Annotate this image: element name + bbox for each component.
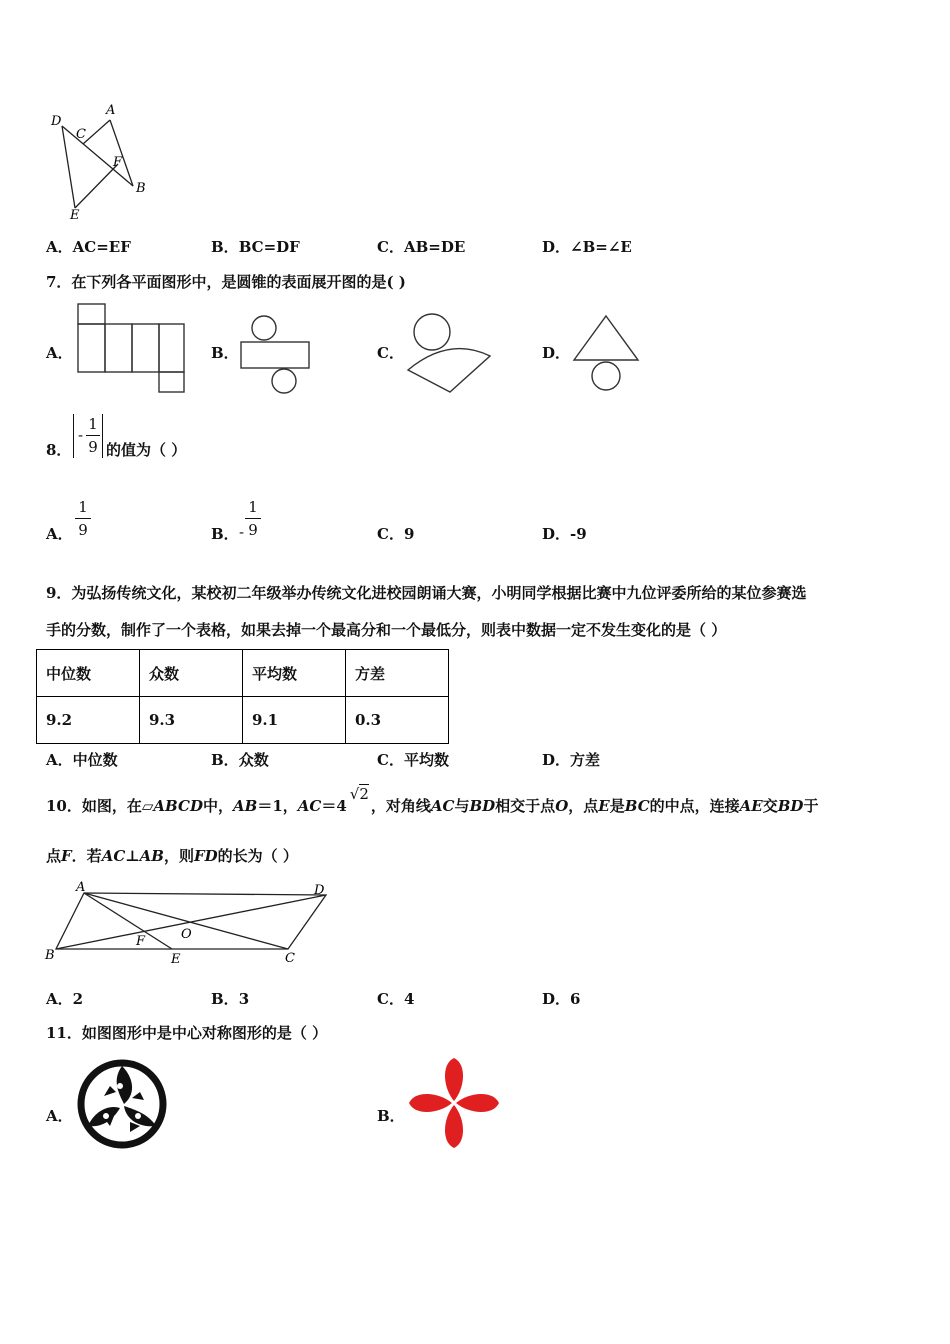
sqrt-radical-icon: √: [349, 785, 360, 803]
q8-abs-bar-left: [73, 414, 74, 458]
stem-text: ．若: [71, 847, 102, 865]
option-key: D．: [542, 238, 571, 256]
option-text: 9: [403, 525, 415, 543]
q7-option-d-triangle-circle-figure: [570, 312, 642, 394]
q11-option-b-flower-figure: [405, 1054, 503, 1152]
stem-text: 是: [609, 797, 625, 815]
option-key: D．: [542, 990, 571, 1008]
q8-abs-bar-right: [102, 414, 103, 458]
q8-denominator: 9: [88, 438, 98, 456]
option-key: D．: [542, 751, 571, 769]
q7-option-c-key[interactable]: C．: [377, 344, 404, 362]
option-text: 3: [238, 990, 250, 1008]
q8-number: 8．: [46, 441, 72, 459]
stem-text: 10．如图，在▱: [46, 797, 154, 815]
q10-stem-line1: [46, 785, 819, 816]
denominator: 9: [248, 521, 258, 539]
stem-text: 与: [454, 797, 470, 815]
label-B: B: [45, 948, 55, 963]
stem-text: 于: [803, 797, 819, 815]
sqrt-argument: 2: [359, 785, 369, 803]
stem-text: ，点: [568, 797, 599, 815]
option-text: BC=DF: [238, 238, 300, 256]
stem-text: 点: [46, 847, 62, 865]
q8-option-b-minus: -: [239, 523, 245, 541]
numerator: 1: [78, 498, 88, 516]
q6-option-c[interactable]: [377, 236, 465, 257]
sqrt-expression: [350, 785, 369, 803]
stem-text: 交: [762, 797, 778, 815]
q8-fraction: [86, 415, 100, 456]
q6-option-b[interactable]: [211, 236, 300, 257]
header-mode: 众数: [140, 650, 243, 697]
option-text: 众数: [238, 751, 269, 769]
fraction-bar: [245, 518, 261, 519]
stem-text: ＝1，: [257, 797, 298, 815]
q9-stem-line1: 9．为弘扬传统文化，某校初二年级举办传统文化进校园朗诵大赛，小明同学根据比赛中九位评委所给的某位参赛选: [46, 584, 807, 602]
label-F: F: [113, 155, 123, 170]
option-key: B．: [211, 990, 239, 1008]
label-A: A: [106, 103, 116, 118]
q10-parallelogram-figure: [40, 877, 340, 969]
option-key: D．: [542, 525, 571, 543]
fraction-bar: [86, 435, 100, 436]
option-key: C．: [377, 238, 404, 256]
option-key: A．: [46, 238, 73, 256]
q10-option-a[interactable]: [46, 988, 83, 1009]
label-O: O: [181, 927, 192, 942]
q10-option-d[interactable]: [542, 988, 580, 1009]
numerator: 1: [248, 498, 258, 516]
q11-option-a-key[interactable]: A．: [46, 1107, 73, 1125]
q10-stem-line2: [46, 845, 298, 866]
q10-option-c[interactable]: [377, 988, 414, 1009]
label-C: C: [285, 951, 295, 966]
option-text: 6: [570, 990, 581, 1008]
value-median: 9.2: [37, 697, 140, 744]
q7-stem: 7．在下列各平面图形中，是圆锥的表面展开图的是( ): [46, 273, 406, 291]
stem-math: AC: [297, 797, 322, 815]
label-F: F: [136, 934, 146, 949]
q6-option-a[interactable]: [46, 236, 131, 257]
q11-option-a-emblem-figure: [74, 1056, 170, 1152]
stem-text: ，对角线: [370, 797, 431, 815]
q6-triangle-figure: [40, 100, 160, 225]
stem-math: AE: [739, 797, 763, 815]
label-E: E: [171, 952, 181, 967]
option-text: 平均数: [403, 751, 449, 769]
stem-text: ，则: [163, 847, 194, 865]
q7-option-b-key[interactable]: B．: [211, 344, 239, 362]
stem-text: 的长为（ ）: [217, 847, 298, 865]
q8-option-b-fraction: [245, 498, 261, 539]
q11-stem: 11．如图图形中是中心对称图形的是（ ）: [46, 1024, 328, 1042]
q7-option-d-key[interactable]: D．: [542, 344, 571, 362]
q7-option-c-cone-net-figure: [404, 312, 496, 396]
option-text: 方差: [570, 751, 601, 769]
option-key: C．: [377, 990, 404, 1008]
header-variance: 方差: [346, 650, 449, 697]
value-variance: 0.3: [346, 697, 449, 744]
option-key: A．: [46, 751, 73, 769]
option-key: C．: [377, 751, 404, 769]
q8-numerator: 1: [88, 415, 98, 433]
stem-math: AC: [430, 797, 455, 815]
value-mode: 9.3: [140, 697, 243, 744]
q7-option-a-net-figure: [74, 300, 189, 396]
stem-math: AB: [232, 797, 258, 815]
stem-math: BD: [777, 797, 804, 815]
q9-option-c[interactable]: [377, 749, 449, 770]
table-row: [37, 697, 449, 744]
label-B: B: [136, 181, 146, 196]
q9-option-d[interactable]: [542, 749, 600, 770]
option-key: B．: [211, 238, 239, 256]
q9-option-a[interactable]: [46, 749, 118, 770]
option-text: 4: [403, 990, 415, 1008]
q8-option-d[interactable]: [542, 523, 587, 544]
q8-option-a-key[interactable]: A．: [46, 525, 73, 543]
q8-option-c[interactable]: [377, 523, 414, 544]
stem-math: FD: [194, 847, 218, 865]
q7-option-a-key[interactable]: A．: [46, 344, 73, 362]
option-text: 2: [72, 990, 84, 1008]
q7-option-b-cylinder-net-figure: [238, 314, 314, 396]
stem-math: E: [598, 797, 610, 815]
stem-text: 相交于点: [495, 797, 556, 815]
q6-option-d[interactable]: [542, 236, 632, 257]
table-header-row: [37, 650, 449, 697]
stem-text: ＝4: [321, 797, 347, 815]
stem-math: ABCD: [153, 797, 203, 815]
q8-stem-tail: 的值为（ ）: [106, 441, 187, 459]
denominator: 9: [78, 521, 88, 539]
label-A: A: [76, 880, 86, 895]
label-D: D: [314, 883, 325, 898]
label-C: C: [76, 127, 86, 142]
option-text: 中位数: [72, 751, 118, 769]
q8-option-a-fraction: [75, 498, 91, 539]
header-median: 中位数: [37, 650, 140, 697]
q9-stem-line2: 手的分数，制作了一个表格，如果去掉一个最高分和一个最低分，则表中数据一定不发生变化的是（ ）: [46, 621, 727, 639]
label-E: E: [70, 208, 80, 223]
option-key: C．: [377, 525, 404, 543]
stem-math: O: [555, 797, 569, 815]
q9-option-b[interactable]: [211, 749, 269, 770]
label-D: D: [51, 114, 62, 129]
option-text: AC=EF: [72, 238, 131, 256]
q8-option-b-key[interactable]: B．: [211, 525, 239, 543]
stem-text: 的中点，连接: [649, 797, 740, 815]
stem-math: BD: [469, 797, 496, 815]
option-text: ∠B=∠E: [570, 238, 632, 256]
stem-math: AC⊥AB: [101, 847, 164, 865]
q10-option-b[interactable]: [211, 988, 249, 1009]
stem-math: BC: [624, 797, 650, 815]
q11-option-b-key[interactable]: B．: [377, 1107, 405, 1125]
stem-math: F: [61, 847, 72, 865]
value-mean: 9.1: [243, 697, 346, 744]
option-key: A．: [46, 990, 73, 1008]
q9-stats-table: [36, 649, 449, 744]
option-key: B．: [211, 751, 239, 769]
fraction-bar: [75, 518, 91, 519]
option-text: AB=DE: [403, 238, 466, 256]
header-mean: 平均数: [243, 650, 346, 697]
q8-minus-sign: -: [78, 426, 84, 444]
option-text: -9: [570, 525, 587, 543]
stem-text: 中，: [202, 797, 233, 815]
